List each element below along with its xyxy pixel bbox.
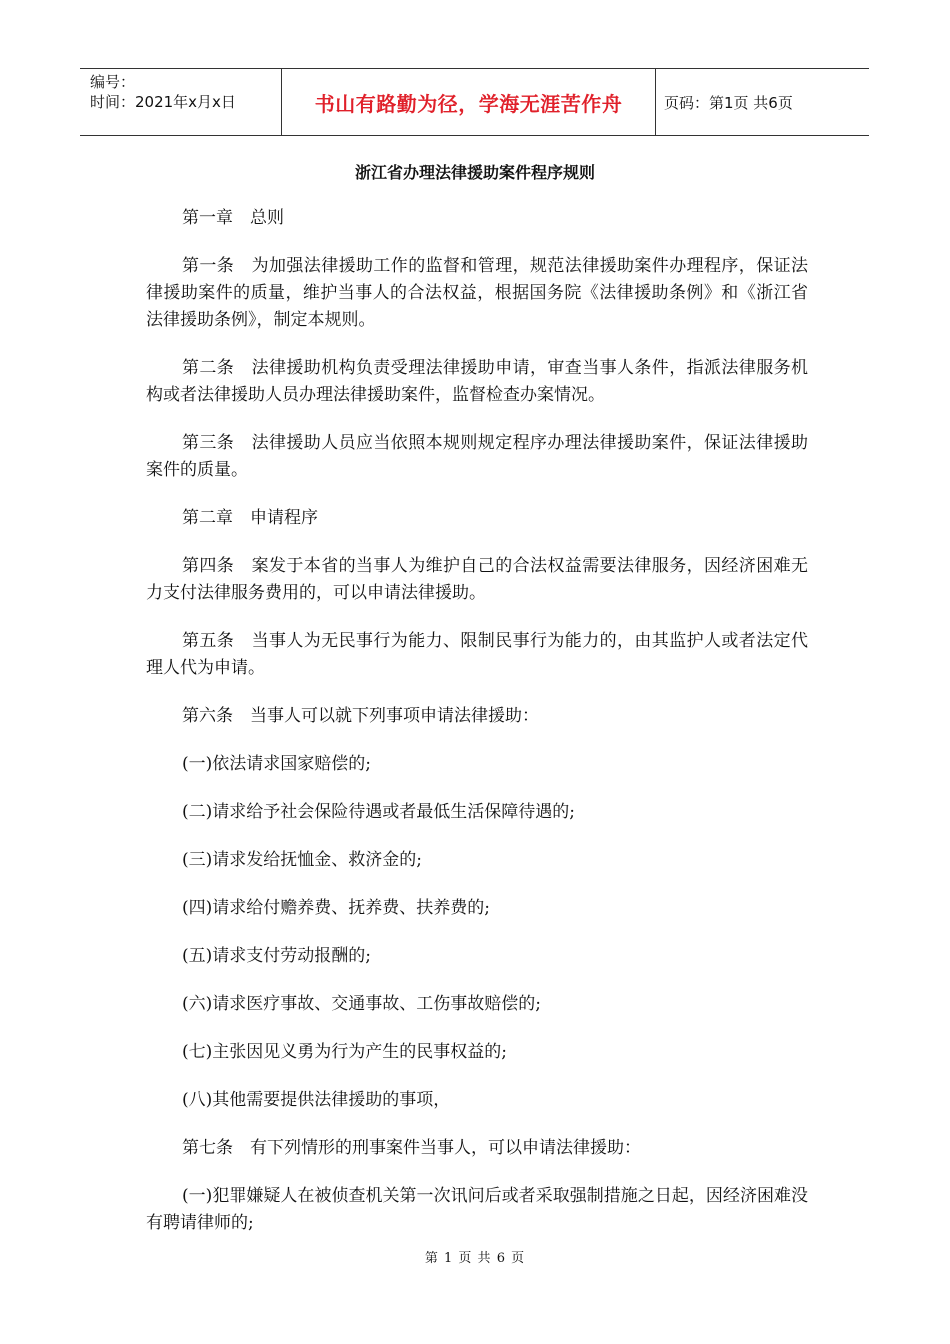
document-body bbox=[146, 205, 808, 1258]
date-line: 时间：2021年x月x日 bbox=[90, 93, 236, 111]
paragraph: 第一章 总则 bbox=[182, 208, 284, 228]
paragraph: 第三条 法律援助人员应当依照本规则规定程序办理法律援助案件，保证法律援助案件的质量。 bbox=[146, 433, 808, 480]
paragraph: 第二条 法律援助机构负责受理法律援助申请，审查当事人条件，指派法律服务机构或者法律援助人员办理法律援助案件，监督检查办案情况。 bbox=[146, 358, 808, 405]
header-page-info: 页码：第1页 共6页 bbox=[664, 93, 793, 112]
paragraph: 第二章 申请程序 bbox=[182, 508, 318, 528]
list-item: (六)请求医疗事故、交通事故、工伤事故赔偿的; bbox=[182, 994, 541, 1014]
list-item: (四)请求给付赡养费、抚养费、扶养费的; bbox=[182, 898, 490, 918]
list-item: (三)请求发给抚恤金、救济金的; bbox=[182, 850, 422, 870]
list-item: (二)请求给予社会保险待遇或者最低生活保障待遇的; bbox=[182, 802, 575, 822]
header-meta bbox=[80, 69, 282, 135]
list-item: (七)主张因见义勇为行为产生的民事权益的; bbox=[182, 1042, 507, 1062]
document-title: 浙江省办理法律援助案件程序规则 bbox=[354, 163, 595, 182]
page-header bbox=[80, 68, 869, 136]
paragraph: 第一条 为加强法律援助工作的监督和管理，规范法律援助案件办理程序，保证法律援助案件的质量，维护当事人的合法权益，根据国务院《法律援助条例》和《浙江省法律援助条例》，制定本规则。 bbox=[146, 256, 808, 330]
paragraph: 第七条 有下列情形的刑事案件当事人，可以申请法律援助： bbox=[182, 1138, 641, 1158]
paragraph: 第六条 当事人可以就下列事项申请法律援助： bbox=[182, 706, 539, 726]
header-motto: 书山有路勤为径，学海无涯苦作舟 bbox=[282, 69, 656, 135]
list-item: (八)其他需要提供法律援助的事项， bbox=[182, 1090, 451, 1110]
page-footer: 第 1 页 共 6 页 bbox=[424, 1251, 526, 1266]
list-item: (一)犯罪嫌疑人在被侦查机关第一次讯问后或者采取强制措施之日起，因经济困难没有聘请律师的; bbox=[146, 1186, 808, 1233]
serial-label: 编号： bbox=[90, 73, 136, 91]
list-item: (五)请求支付劳动报酬的; bbox=[182, 946, 371, 966]
list-item: (一)依法请求国家赔偿的; bbox=[182, 754, 371, 774]
paragraph: 第五条 当事人为无民事行为能力、限制民事行为能力的，由其监护人或者法定代理人代为申请。 bbox=[146, 631, 808, 678]
paragraph: 第四条 案发于本省的当事人为维护自己的合法权益需要法律服务，因经济困难无力支付法律服务费用的，可以申请法律援助。 bbox=[146, 556, 808, 603]
